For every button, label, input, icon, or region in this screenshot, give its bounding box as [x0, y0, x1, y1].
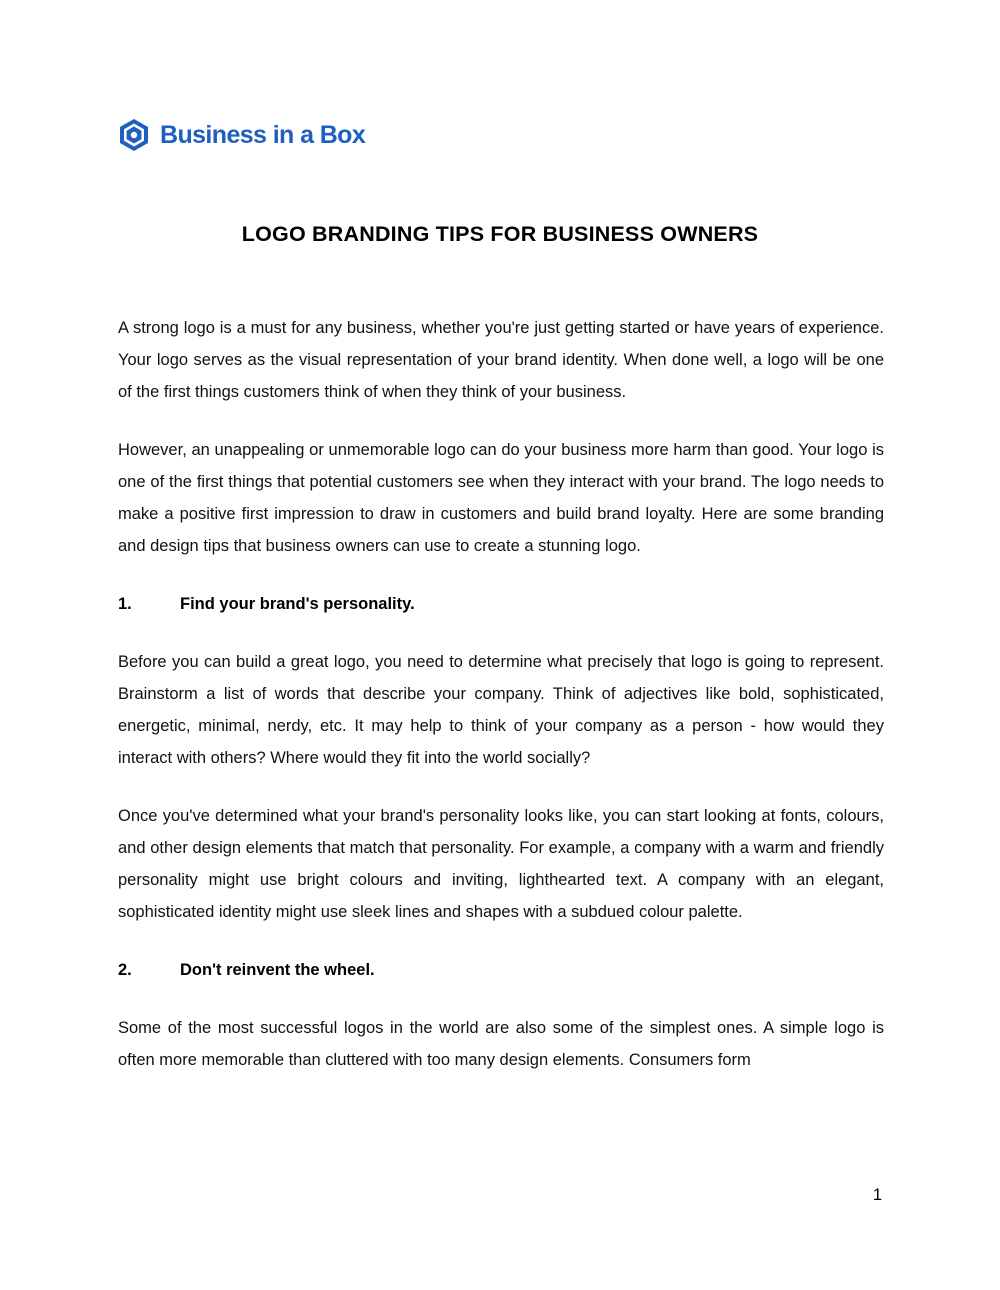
section-label-2: Don't reinvent the wheel. — [180, 961, 375, 979]
section-1-paragraph-1: Before you can build a great logo, you need to determine what precisely that logo is going to represent. Brainstorm a list of words that describe your company. Think of adjectives like bold, sophisticated, energetic, minimal, nerdy, etc. It may help to think of your company as a person - how would they interact with others? Where would they fit into the world socially? — [118, 653, 884, 767]
page-number: 1 — [872, 1186, 882, 1204]
page-title: LOGO BRANDING TIPS FOR BUSINESS OWNERS — [241, 222, 759, 246]
section-2-paragraph-1: Some of the most successful logos in the world are also some of the simplest ones. A simple logo is often more memorable than cluttered with too many design elements. Consumers form — [118, 1019, 884, 1069]
section-heading-2 — [118, 954, 884, 986]
section-heading-1 — [118, 588, 884, 620]
section-number-2: 2. — [118, 961, 132, 979]
section-1-paragraph-2: Once you've determined what your brand's personality looks like, you can start looking at fonts, colours, and other design elements that match that personality. For example, a company with a warm and friendly personality might use bright colours and inviting, lighthearted text. A company with an elegant, sophisticated identity might use sleek lines and shapes with a subdued colour palette. — [118, 807, 884, 921]
document-body — [118, 312, 884, 1102]
brand-name: Business in a Box — [160, 120, 366, 149]
section-label-1: Find your brand's personality. — [180, 595, 415, 613]
brand-logo — [118, 118, 365, 152]
intro-paragraph-1: A strong logo is a must for any business, whether you're just getting started or have years of experience. Your logo serves as the visual representation of your brand identity. When done well, a logo will be one of the first things customers think of when they think of your business. — [118, 319, 884, 401]
intro-paragraph-2: However, an unappealing or unmemorable logo can do your business more harm than good. Your logo is one of the first things that potential customers see when they interact with your brand. The logo needs to make a positive first impression to draw in customers and build brand loyalty. Here are some branding and design tips that business owners can use to create a stunning logo. — [118, 441, 884, 555]
hexagon-logo-icon — [118, 118, 150, 152]
section-number-1: 1. — [118, 595, 132, 613]
